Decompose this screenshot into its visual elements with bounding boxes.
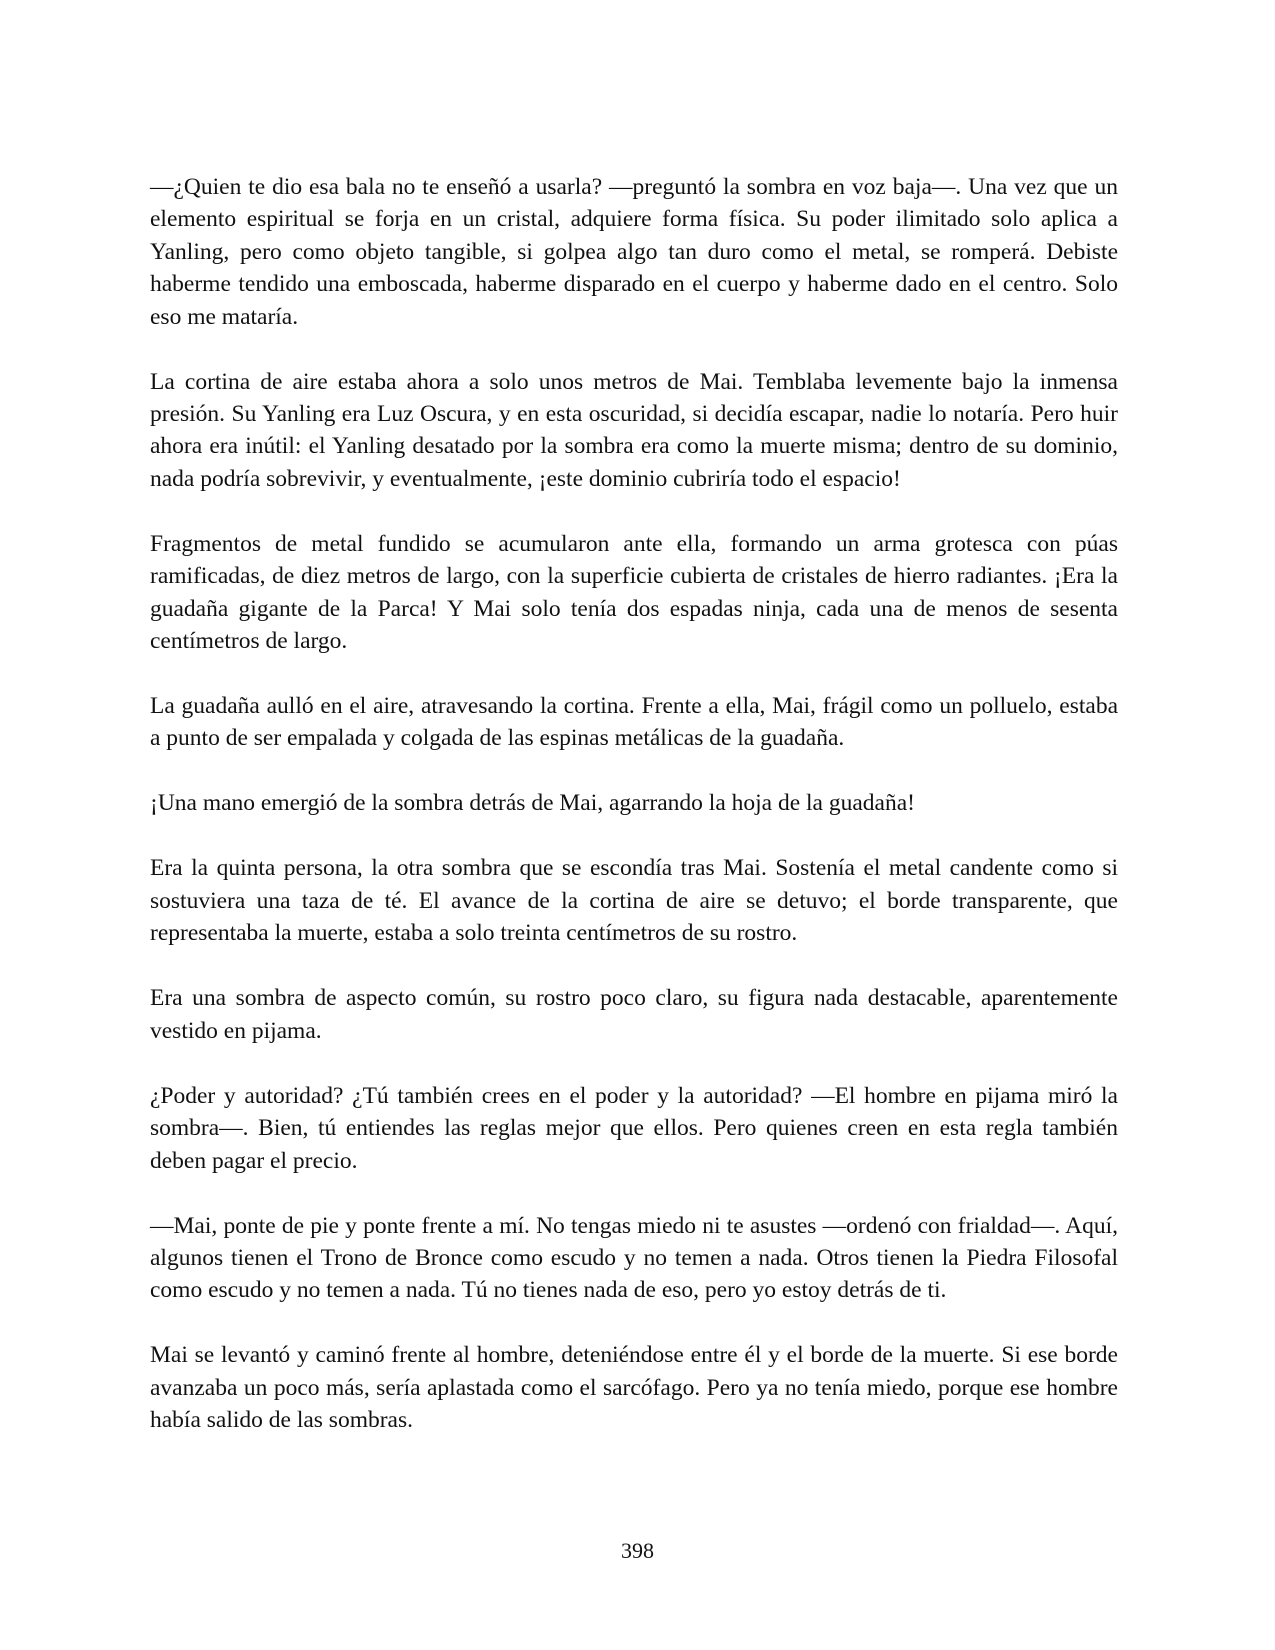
paragraph: —Mai, ponte de pie y ponte frente a mí. No tengas miedo ni te asustes —ordenó con frialdad—. Aquí, algunos tienen el Trono de Bronce como escudo y no temen a nada. Otros tienen la Piedra Filosofal como escudo y no temen a nada. Tú no tienes nada de eso, pero yo estoy detrás de ti. <box>150 1212 1118 1304</box>
paragraph: ¿Poder y autoridad? ¿Tú también crees en el poder y la autoridad? —El hombre en pijama miró la sombra—. Bien, tú entiendes las reglas mejor que ellos. Pero quienes creen en esta regla también deben pagar el precio. <box>150 1082 1118 1174</box>
paragraph: Mai se levantó y caminó frente al hombre, deteniéndose entre él y el borde de la muerte. Si ese borde avanzaba un poco más, sería aplastada como el sarcófago. Pero ya no tenía miedo, porque ese hombre había salido de las sombras. <box>150 1342 1118 1434</box>
paragraph: Fragmentos de metal fundido se acumularon ante ella, formando un arma grotesca con púas ramificadas, de diez metros de largo, con la superficie cubierta de cristales de hierro radiantes. ¡Era la guadaña gigante de la Parca! Y Mai solo tenía dos espadas ninja, cada una de menos de sesenta centímetros de largo. <box>150 530 1118 655</box>
page-body <box>150 171 1118 1469</box>
paragraph: Era la quinta persona, la otra sombra que se escondía tras Mai. Sostenía el metal candente como si sostuviera una taza de té. El avance de la cortina de aire se detuvo; el borde transparente, que representaba la muerte, estaba a solo treinta centímetros de su rostro. <box>150 855 1118 947</box>
paragraph: La cortina de aire estaba ahora a solo unos metros de Mai. Temblaba levemente bajo la inmensa presión. Su Yanling era Luz Oscura, y en esta oscuridad, si decidía escapar, nadie lo notaría. Pero huir ahora era inútil: el Yanling desatado por la sombra era como la muerte misma; dentro de su dominio, nada podría sobrevivir, y eventualmente, ¡este dominio cubriría todo el espacio! <box>150 368 1118 492</box>
paragraph: ¡Una mano emergió de la sombra detrás de Mai, agarrando la hoja de la guadaña! <box>150 790 915 817</box>
paragraph: La guadaña aulló en el aire, atravesando la cortina. Frente a ella, Mai, frágil como un polluelo, estaba a punto de ser empalada y colgada de las espinas metálicas de la guadaña. <box>150 693 1118 752</box>
paragraph: —¿Quien te dio esa bala no te enseñó a usarla? —preguntó la sombra en voz baja—. Una vez que un elemento espiritual se forja en un cristal, adquiere forma física. Su poder ilimitado solo aplica a Yanling, pero como objeto tangible, si golpea algo tan duro como el metal, se romperá. Debiste haberme tendido una emboscada, haberme disparado en el cuerpo y haberme dado en el centro. Solo eso me mataría. <box>150 174 1118 330</box>
paragraph: Era una sombra de aspecto común, su rostro poco claro, su figura nada destacable, aparentemente vestido en pijama. <box>150 985 1118 1044</box>
page-number: 398 <box>621 1538 654 1563</box>
